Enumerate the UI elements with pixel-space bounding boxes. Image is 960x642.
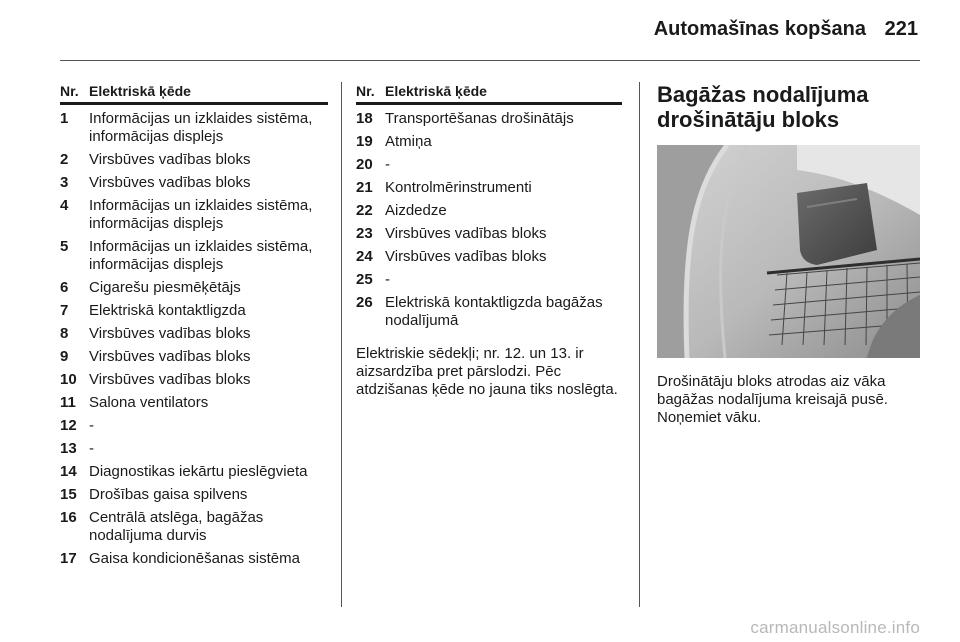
fuse-number: 2: [60, 151, 69, 168]
column-divider-1: [341, 82, 342, 607]
fuse-number: 23: [356, 225, 373, 242]
fuse-number: 11: [60, 394, 76, 411]
table-row: [60, 509, 328, 545]
fuse-circuit: Diagnostikas iekārtu pieslēgvieta: [89, 463, 308, 480]
fuse-number: 1: [60, 110, 69, 127]
table-row: [60, 174, 328, 192]
fuse-circuit: Informācijas un izklaides sistēma, informācijas displejs: [89, 110, 313, 145]
table-body: [356, 110, 622, 330]
fuse-number: 21: [356, 179, 373, 196]
header-circuit: Elektriskā ķēde: [385, 83, 487, 99]
table-row: [356, 271, 622, 289]
table-row: [60, 325, 328, 343]
table-row: [60, 110, 328, 146]
fuse-circuit: Virsbūves vadības bloks: [89, 151, 251, 168]
fuse-circuit: Elektriskā kontaktligzda: [89, 302, 246, 319]
fuse-circuit: Atmiņa: [385, 133, 432, 150]
fuse-circuit: Elektriskā kontaktligzda bagāžas nodalījumā: [385, 294, 603, 329]
section-heading: Bagāžas nodalījuma drošinātāju bloks: [657, 82, 869, 132]
fuse-number: 16: [60, 509, 77, 526]
table-body: [60, 110, 328, 568]
table-row: [356, 179, 622, 197]
header-circuit: Elektriskā ķēde: [89, 83, 191, 99]
fuse-table-1: [60, 82, 328, 568]
header-rule: [60, 60, 920, 61]
fuse-number: 12: [60, 417, 77, 434]
fuse-number: 9: [60, 348, 69, 365]
fuse-circuit: Virsbūves vadības bloks: [89, 348, 251, 365]
table-row: [60, 197, 328, 233]
fuse-circuit: -: [385, 271, 390, 288]
table-header: [60, 82, 328, 105]
fuse-circuit: Transportēšanas drošinātājs: [385, 110, 574, 127]
table-row: [60, 394, 328, 412]
fuse-number: 13: [60, 440, 77, 457]
fuse-circuit: Virsbūves vadības bloks: [89, 174, 251, 191]
header-nr: Nr.: [60, 83, 79, 99]
table-row: [60, 371, 328, 389]
seat-note: Elektriskie sēdekļi; nr. 12. un 13. ir aizsardzība pret pārslodzi. Pēc atdzišanas ķēde no jauna tiks noslēgta.: [356, 345, 618, 398]
fuse-circuit: Cigarešu piesmēķētājs: [89, 279, 241, 296]
table-row: [60, 279, 328, 297]
fuse-number: 24: [356, 248, 373, 265]
fuse-circuit: -: [89, 417, 94, 434]
fuse-circuit: Kontrolmērinstrumenti: [385, 179, 532, 196]
table-row: [356, 248, 622, 266]
fuse-number: 15: [60, 486, 77, 503]
fuse-number: 20: [356, 156, 373, 173]
fuse-circuit: Virsbūves vadības bloks: [385, 225, 547, 242]
fuse-number: 17: [60, 550, 77, 567]
fuse-number: 8: [60, 325, 69, 342]
table-row: [60, 440, 328, 458]
table-row: [356, 294, 622, 330]
fuse-number: 25: [356, 271, 373, 288]
column-divider-2: [639, 82, 640, 607]
section-column: [657, 82, 920, 442]
table-row: [60, 463, 328, 481]
fuse-circuit: Aizdedze: [385, 202, 447, 219]
fuse-circuit: Informācijas un izklaides sistēma, informācijas displejs: [89, 238, 313, 273]
table-row: [356, 133, 622, 151]
table-row: [356, 225, 622, 243]
table-row: [60, 417, 328, 435]
fuse-number: 3: [60, 174, 69, 191]
table-row: [356, 202, 622, 220]
table-row: [60, 348, 328, 366]
table-row: [60, 550, 328, 568]
fuse-circuit: -: [385, 156, 390, 173]
fuse-number: 5: [60, 238, 69, 255]
fuse-box-cover-photo: [657, 145, 920, 358]
fuse-circuit: Centrālā atslēga, bagāžas nodalījuma durvis: [89, 509, 264, 544]
fuse-number: 4: [60, 197, 69, 214]
fuse-number: 19: [356, 133, 373, 150]
fuse-number: 26: [356, 294, 373, 311]
fuse-circuit: Virsbūves vadības bloks: [89, 325, 251, 342]
fuse-number: 14: [60, 463, 77, 480]
fuse-number: 18: [356, 110, 373, 127]
fuse-circuit: Virsbūves vadības bloks: [89, 371, 251, 388]
fuse-number: 7: [60, 302, 69, 319]
fuse-number: 6: [60, 279, 69, 296]
fuse-circuit: Drošības gaisa spilvens: [89, 486, 248, 503]
fuse-number: 10: [60, 371, 77, 388]
fuse-circuit: Gaisa kondicionēšanas sistēma: [89, 550, 300, 567]
fuse-circuit: Salona ventilators: [89, 394, 209, 411]
fuse-box-caption: Drošinātāju bloks atrodas aiz vāka bagāžas nodalījuma kreisajā pusē. Noņemiet vāku.: [657, 373, 888, 426]
table-header: [356, 82, 622, 105]
table-row: [60, 302, 328, 320]
table-row: [60, 151, 328, 169]
fuse-circuit: -: [89, 440, 94, 457]
header-nr: Nr.: [356, 83, 375, 99]
fuse-circuit: Informācijas un izklaides sistēma, informācijas displejs: [89, 197, 313, 232]
fuse-circuit: Virsbūves vadības bloks: [385, 248, 547, 265]
page-number: 221: [884, 18, 918, 40]
table-row: [356, 110, 622, 128]
header-title: Automašīnas kopšana: [653, 18, 866, 40]
table-row: [60, 486, 328, 504]
fuse-table-2: [356, 82, 622, 414]
table-row: [356, 156, 622, 174]
fuse-number: 22: [356, 202, 373, 219]
table-row: [60, 238, 328, 274]
watermark: carmanualsonline.info: [750, 618, 920, 637]
